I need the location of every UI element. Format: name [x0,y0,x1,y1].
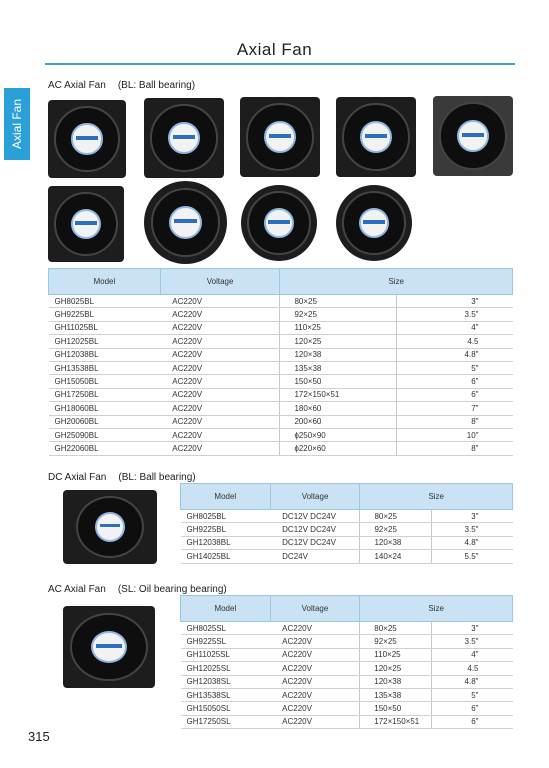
model-cell: GH8025SL [181,622,271,635]
table-row [181,675,513,688]
voltage-cell: AC220V [270,622,360,635]
col-header-voltage: Voltage [270,484,360,510]
col-header-model: Model [181,596,271,622]
voltage-cell: DC12V DC24V [270,510,360,523]
voltage-cell: AC220V [160,321,280,334]
model-cell: GH13538BL [49,361,161,374]
inch-cell: 4" [432,648,513,661]
size-cell: 172×150×51 [280,388,397,401]
side-tab[interactable] [4,88,30,160]
voltage-cell: AC220V [160,442,280,455]
fan-photo [48,100,126,178]
size-cell: ɸ220×60 [280,442,397,455]
model-cell: GH20060BL [49,415,161,428]
table-row [181,648,513,661]
inch-cell: 3" [432,622,513,635]
voltage-cell: AC220V [270,675,360,688]
voltage-cell: AC220V [270,688,360,701]
spec-table-ac-sl [180,595,513,729]
model-cell: GH17250SL [181,715,271,728]
voltage-cell: AC220V [160,402,280,415]
fan-photo [241,185,317,261]
model-cell: GH8025BL [181,510,271,523]
col-header-voltage: Voltage [160,269,280,295]
table-row [49,375,513,388]
table-row [181,510,513,523]
model-cell: GH12025SL [181,662,271,675]
size-cell: 92×25 [280,308,397,321]
table-row [49,361,513,374]
spec-table-dc-bl [180,483,513,564]
inch-cell: 4" [397,321,513,334]
size-cell: 135×38 [280,361,397,374]
section-label-ac-sl [48,584,227,595]
inch-cell: 6" [432,715,513,728]
model-cell: GH9225BL [181,523,271,536]
inch-cell: 8" [397,442,513,455]
col-header-model: Model [181,484,271,510]
inch-cell: 4.8" [397,348,513,361]
model-cell: GH12038BL [49,348,161,361]
page-title: Axial Fan [236,40,313,59]
table-row [181,662,513,675]
fan-photo [240,97,320,177]
table-row [49,415,513,428]
voltage-cell: AC220V [160,308,280,321]
table-row [181,550,513,563]
page-number: 315 [28,729,50,744]
fan-photo [433,96,513,176]
size-cell: 110×25 [280,321,397,334]
voltage-cell: AC220V [160,415,280,428]
title-divider [45,63,515,65]
model-cell: GH12038BL [181,536,271,549]
table-header-row [181,596,513,622]
inch-cell: 3" [432,510,513,523]
inch-cell: 6" [397,375,513,388]
voltage-cell: AC220V [160,335,280,348]
voltage-cell: DC12V DC24V [270,536,360,549]
size-cell: 120×38 [280,348,397,361]
col-header-size: Size [280,269,513,295]
size-cell: 80×25 [360,510,432,523]
model-cell: GH11025BL [49,321,161,334]
section-title: AC Axial Fan [48,80,106,91]
table-row [181,622,513,635]
size-cell: 120×38 [360,675,432,688]
section-label-ac-bl [48,80,195,91]
inch-cell: 5" [397,361,513,374]
model-cell: GH13538SL [181,688,271,701]
size-cell: 172×150×51 [360,715,432,728]
section-title: DC Axial Fan [48,472,107,483]
size-cell: 92×25 [360,523,432,536]
model-cell: GH11025SL [181,648,271,661]
size-cell: 120×38 [360,536,432,549]
size-cell: ɸ250×90 [280,428,397,441]
voltage-cell: AC220V [270,648,360,661]
spec-table-ac-bl [48,268,513,456]
model-cell: GH12038SL [181,675,271,688]
model-cell: GH18060BL [49,402,161,415]
model-cell: GH22060BL [49,442,161,455]
col-header-size: Size [360,484,513,510]
voltage-cell: AC220V [160,295,280,308]
voltage-cell: DC12V DC24V [270,523,360,536]
table-row [181,702,513,715]
inch-cell: 8" [397,415,513,428]
size-cell: 92×25 [360,635,432,648]
model-cell: GH9225SL [181,635,271,648]
model-cell: GH17250BL [49,388,161,401]
inch-cell: 6" [397,388,513,401]
model-cell: GH15050SL [181,702,271,715]
col-header-size: Size [360,596,513,622]
col-header-voltage: Voltage [270,596,360,622]
inch-cell: 4.5 [432,662,513,675]
model-cell: GH12025BL [49,335,161,348]
fan-photo [63,606,155,688]
table-row [49,388,513,401]
size-cell: 200×60 [280,415,397,428]
inch-cell: 4.5 [397,335,513,348]
fan-photo [144,98,224,178]
section-label-dc-bl [48,472,196,483]
fan-photo [336,97,416,177]
table-row [181,635,513,648]
fan-photo [63,490,157,564]
fan-photo [336,185,412,261]
table-row [49,335,513,348]
table-row [49,428,513,441]
voltage-cell: AC220V [270,635,360,648]
table-header-row [181,484,513,510]
model-cell: GH15050BL [49,375,161,388]
size-cell: 110×25 [360,648,432,661]
size-cell: 180×60 [280,402,397,415]
size-cell: 150×50 [280,375,397,388]
voltage-cell: AC220V [270,702,360,715]
table-row [49,348,513,361]
table-row [181,523,513,536]
inch-cell: 6" [432,702,513,715]
size-cell: 80×25 [360,622,432,635]
table-row [181,688,513,701]
section-note: (BL: Ball bearing) [117,80,196,91]
side-tab-label: Axial Fan [10,98,24,150]
inch-cell: 5.5" [432,550,513,563]
voltage-cell: AC220V [160,361,280,374]
inch-cell: 4.8" [432,675,513,688]
fan-photo [48,186,124,262]
size-cell: 140×24 [360,550,432,563]
voltage-cell: AC220V [160,428,280,441]
inch-cell: 4.8" [432,536,513,549]
section-title: AC Axial Fan [48,584,106,595]
table-row [181,536,513,549]
inch-cell: 3.5" [432,523,513,536]
voltage-cell: AC220V [270,715,360,728]
inch-cell: 7" [397,402,513,415]
size-cell: 135×38 [360,688,432,701]
inch-cell: 3.5" [397,308,513,321]
fan-photo [144,181,227,264]
size-cell: 80×25 [280,295,397,308]
table-row [49,295,513,308]
table-row [49,402,513,415]
voltage-cell: AC220V [160,348,280,361]
inch-cell: 10" [397,428,513,441]
voltage-cell: DC24V [270,550,360,563]
voltage-cell: AC220V [160,388,280,401]
section-note: (BL: Ball bearing) [118,472,196,483]
size-cell: 120×25 [360,662,432,675]
inch-cell: 3" [397,295,513,308]
model-cell: GH8025BL [49,295,161,308]
section-note: (SL: Oil bearing bearing) [117,584,227,595]
table-row [181,715,513,728]
model-cell: GH14025BL [181,550,271,563]
table-row [49,321,513,334]
table-row [49,308,513,321]
inch-cell: 5" [432,688,513,701]
inch-cell: 3.5" [432,635,513,648]
model-cell: GH25090BL [49,428,161,441]
col-header-model: Model [49,269,161,295]
size-cell: 120×25 [280,335,397,348]
size-cell: 150×50 [360,702,432,715]
voltage-cell: AC220V [160,375,280,388]
table-header-row [49,269,513,295]
voltage-cell: AC220V [270,662,360,675]
model-cell: GH9225BL [49,308,161,321]
table-row [49,442,513,455]
